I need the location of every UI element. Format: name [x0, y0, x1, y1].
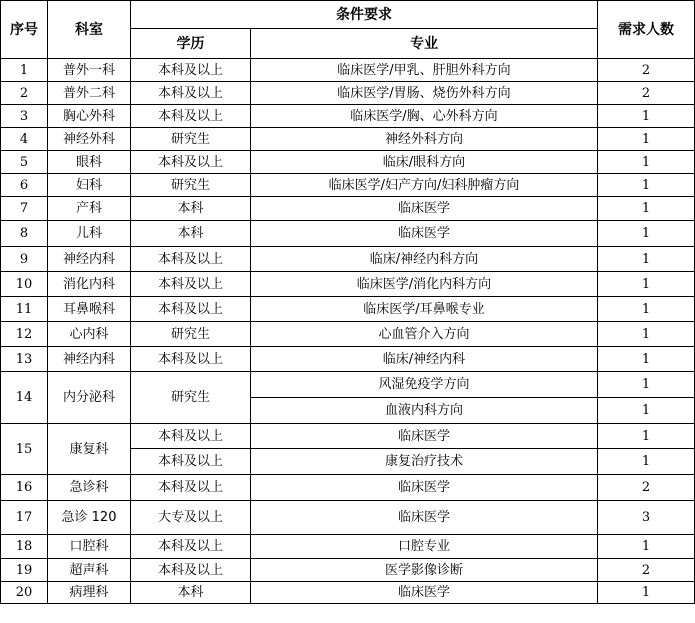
major-cell: 神经外科方向: [251, 128, 598, 151]
table-row: [1, 59, 695, 82]
table-row: [1, 247, 695, 272]
edu-cell: 研究生: [131, 372, 251, 424]
count-cell: 2: [598, 559, 695, 582]
major-cell: 临床医学/胃肠、烧伤外科方向: [251, 82, 598, 105]
table-row: [1, 559, 695, 582]
table-row: [1, 582, 695, 604]
major-cell: 临床医学/妇产方向/妇科肿瘤方向: [251, 174, 598, 197]
dept-cell: 产科: [48, 197, 131, 221]
major-cell: 心血管介入方向: [251, 322, 598, 347]
header-count: 需求人数: [598, 1, 695, 59]
table-row: [1, 105, 695, 128]
header-row-1: [1, 1, 695, 29]
edu-cell: 本科及以上: [131, 59, 251, 82]
seq-cell: 9: [1, 247, 48, 272]
table-row: [1, 151, 695, 174]
seq-cell: 16: [1, 475, 48, 501]
edu-cell: 本科及以上: [131, 247, 251, 272]
major-cell: 临床医学/耳鼻喉专业: [251, 297, 598, 322]
table-row: [1, 272, 695, 297]
table-row: [1, 174, 695, 197]
major-cell: 临床医学: [251, 475, 598, 501]
edu-cell: 本科及以上: [131, 105, 251, 128]
dept-cell: 神经内科: [48, 347, 131, 372]
table-row: [1, 322, 695, 347]
major-cell: 临床医学/甲乳、肝胆外科方向: [251, 59, 598, 82]
count-cell: 1: [598, 247, 695, 272]
seq-cell: 12: [1, 322, 48, 347]
major-cell: 临床医学: [251, 501, 598, 535]
major-cell: 口腔专业: [251, 535, 598, 559]
header-dept: 科室: [48, 1, 131, 59]
dept-cell: 妇科: [48, 174, 131, 197]
table-row: [1, 82, 695, 105]
seq-cell: 7: [1, 197, 48, 221]
count-cell: 2: [598, 59, 695, 82]
dept-cell: 口腔科: [48, 535, 131, 559]
edu-cell: 本科: [131, 221, 251, 247]
edu-cell: 大专及以上: [131, 501, 251, 535]
dept-cell: 儿科: [48, 221, 131, 247]
header-major: 专业: [251, 29, 598, 59]
edu-cell: 本科: [131, 582, 251, 604]
major-cell: 临床医学/消化内科方向: [251, 272, 598, 297]
seq-cell: 15: [1, 424, 48, 475]
seq-cell: 13: [1, 347, 48, 372]
major-cell: 临床医学: [251, 221, 598, 247]
header-seq: 序号: [1, 1, 48, 59]
dept-cell: 神经内科: [48, 247, 131, 272]
seq-cell: 5: [1, 151, 48, 174]
table-row: [1, 501, 695, 535]
count-cell: 1: [598, 174, 695, 197]
edu-cell: 本科及以上: [131, 82, 251, 105]
seq-cell: 10: [1, 272, 48, 297]
edu-cell: 研究生: [131, 128, 251, 151]
count-cell: 1: [598, 297, 695, 322]
dept-cell: 耳鼻喉科: [48, 297, 131, 322]
count-cell: 1: [598, 424, 695, 449]
count-cell: 1: [598, 128, 695, 151]
header-conditions: 条件要求: [131, 1, 598, 29]
dept-cell: 急诊科: [48, 475, 131, 501]
major-cell: 临床/眼科方向: [251, 151, 598, 174]
edu-cell: 本科及以上: [131, 535, 251, 559]
count-cell: 1: [598, 372, 695, 398]
edu-cell: 本科及以上: [131, 559, 251, 582]
major-cell: 临床医学: [251, 424, 598, 449]
major-cell: 临床/神经内科: [251, 347, 598, 372]
count-cell: 2: [598, 475, 695, 501]
header-edu: 学历: [131, 29, 251, 59]
dept-cell: 超声科: [48, 559, 131, 582]
count-cell: 1: [598, 197, 695, 221]
count-cell: 1: [598, 105, 695, 128]
seq-cell: 4: [1, 128, 48, 151]
seq-cell: 8: [1, 221, 48, 247]
dept-cell: 急诊 120: [48, 501, 131, 535]
major-cell: 临床医学: [251, 197, 598, 221]
seq-cell: 18: [1, 535, 48, 559]
edu-cell: 本科及以上: [131, 347, 251, 372]
table-row: [1, 347, 695, 372]
dept-cell: 普外一科: [48, 59, 131, 82]
edu-cell: 本科: [131, 197, 251, 221]
dept-cell: 眼科: [48, 151, 131, 174]
edu-cell: 研究生: [131, 174, 251, 197]
count-cell: 1: [598, 449, 695, 475]
major-cell: 临床医学/胸、心外科方向: [251, 105, 598, 128]
count-cell: 2: [598, 82, 695, 105]
edu-cell: 本科及以上: [131, 151, 251, 174]
count-cell: 1: [598, 221, 695, 247]
table-row: [1, 128, 695, 151]
edu-cell: 本科及以上: [131, 475, 251, 501]
edu-cell: 本科及以上: [131, 424, 251, 449]
dept-cell: 胸心外科: [48, 105, 131, 128]
edu-cell: 本科及以上: [131, 297, 251, 322]
count-cell: 1: [598, 322, 695, 347]
dept-cell: 内分泌科: [48, 372, 131, 424]
seq-cell: 1: [1, 59, 48, 82]
dept-cell: 消化内科: [48, 272, 131, 297]
seq-cell: 2: [1, 82, 48, 105]
count-cell: 1: [598, 398, 695, 424]
edu-cell: 研究生: [131, 322, 251, 347]
dept-cell: 康复科: [48, 424, 131, 475]
edu-cell: 本科及以上: [131, 449, 251, 475]
table-row: [1, 535, 695, 559]
count-cell: 1: [598, 582, 695, 604]
major-cell: 医学影像诊断: [251, 559, 598, 582]
seq-cell: 3: [1, 105, 48, 128]
major-cell: 康复治疗技术: [251, 449, 598, 475]
major-cell: 临床医学: [251, 582, 598, 604]
dept-cell: 病理科: [48, 582, 131, 604]
dept-cell: 心内科: [48, 322, 131, 347]
table-row: [1, 424, 695, 449]
count-cell: 3: [598, 501, 695, 535]
seq-cell: 6: [1, 174, 48, 197]
table-row: [1, 372, 695, 398]
major-cell: 血液内科方向: [251, 398, 598, 424]
table-row: [1, 297, 695, 322]
seq-cell: 20: [1, 582, 48, 604]
major-cell: 风湿免疫学方向: [251, 372, 598, 398]
edu-cell: 本科及以上: [131, 272, 251, 297]
table-row: [1, 197, 695, 221]
seq-cell: 19: [1, 559, 48, 582]
dept-cell: 普外二科: [48, 82, 131, 105]
seq-cell: 14: [1, 372, 48, 424]
table-row: [1, 221, 695, 247]
seq-cell: 11: [1, 297, 48, 322]
count-cell: 1: [598, 347, 695, 372]
table-row: [1, 475, 695, 501]
count-cell: 1: [598, 151, 695, 174]
dept-cell: 神经外科: [48, 128, 131, 151]
count-cell: 1: [598, 535, 695, 559]
seq-cell: 17: [1, 501, 48, 535]
count-cell: 1: [598, 272, 695, 297]
major-cell: 临床/神经内科方向: [251, 247, 598, 272]
